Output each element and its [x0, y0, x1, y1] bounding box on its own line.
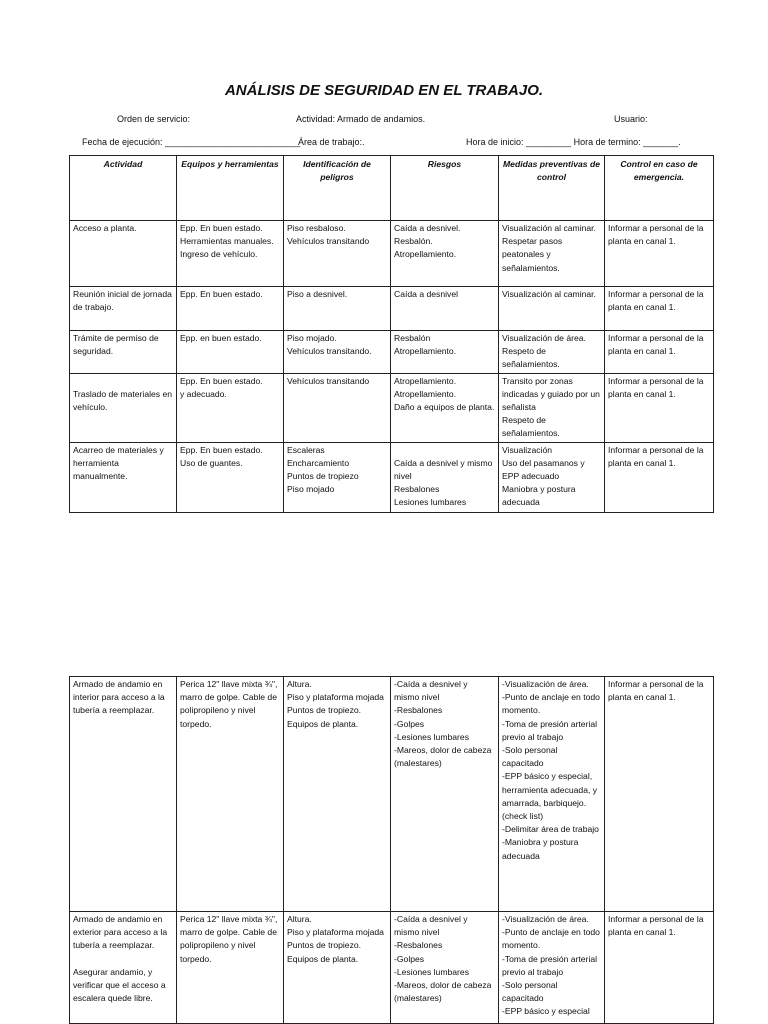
column-header: Equipos y herramientas [177, 156, 284, 221]
table-cell: Visualización al caminar. Respetar pasos peatonales y señalamientos. [499, 221, 605, 287]
table-cell: Informar a personal de la planta en canal 1. [605, 912, 714, 1024]
table-cell: Piso mojado. Vehículos transitando. [284, 331, 391, 374]
ast-table-1 [69, 155, 714, 513]
table-cell: Epp. En buen estado. [177, 287, 284, 331]
ast-table-2 [69, 676, 714, 1024]
table-cell: Altura. Piso y plataforma mojada Puntos de tropiezo. Equipos de planta. [284, 912, 391, 1024]
table-cell: Escaleras Encharcamiento Puntos de tropiezo Piso mojado [284, 442, 391, 512]
table-cell: Atropellamiento. Atropellamiento. Daño a equipos de planta. [391, 373, 499, 442]
table-cell: Informar a personal de la planta en canal 1. [605, 677, 714, 912]
table-cell: Caída a desnivel [391, 287, 499, 331]
table-header-row [70, 156, 714, 221]
table-cell: Vehículos transitando [284, 373, 391, 442]
table-cell: -Caída a desnivel y mismo nivel -Resbalones -Golpes -Lesiones lumbares -Mareos, dolor de cabeza (malestares) [391, 912, 499, 1024]
table-row [70, 221, 714, 287]
table-cell: Informar a personal de la planta en canal 1. [605, 373, 714, 442]
table-cell: Acceso a planta. [70, 221, 177, 287]
page-title: ANÁLISIS DE SEGURIDAD EN EL TRABAJO. [224, 82, 544, 99]
area-trabajo-label: Área de trabajo:. [298, 137, 365, 147]
table-cell: Caída a desnivel. Resbalón. Atropellamiento. [391, 221, 499, 287]
table-cell: Informar a personal de la planta en canal 1. [605, 221, 714, 287]
table-cell: Informar a personal de la planta en canal 1. [605, 442, 714, 512]
table-cell: Transito por zonas indicadas y guiado por un señalista Respeto de señalamientos. [499, 373, 605, 442]
table-cell: Perica 12" llave mixta ¾", marro de golpe. Cable de polipropileno y nivel torpedo. [177, 912, 284, 1024]
table-cell: Perica 12" llave mixta ¾", marro de golpe. Cable de polipropileno y nivel torpedo. [177, 677, 284, 912]
table-row [70, 331, 714, 374]
table-cell: Informar a personal de la planta en canal 1. [605, 331, 714, 374]
table-cell: Piso resbaloso. Vehículos transitando [284, 221, 391, 287]
column-header: Control en caso de emergencia. [605, 156, 714, 221]
table-cell: Acarreo de materiales y herramienta manualmente. [70, 442, 177, 512]
hora-label: Hora de inicio: _________ Hora de termino: _______. [466, 137, 681, 147]
column-header: Riesgos [391, 156, 499, 221]
table-cell: Epp. En buen estado. y adecuado. [177, 373, 284, 442]
table-row [70, 442, 714, 512]
table-cell: Visualización Uso del pasamanos y EPP adecuado Maniobra y postura adecuada [499, 442, 605, 512]
table-cell: -Visualización de área. -Punto de anclaje en todo momento. -Toma de presión arterial previo al trabajo -Solo personal capacitado -EPP básico y especial, herramienta adecuada, y amarrada, barbiquejo. (check list) -Delimitar área de trabajo -Maniobra y postura adecuada [499, 677, 605, 912]
fecha-ejecucion-label: Fecha de ejecución: ___________________________ [82, 137, 301, 147]
table-cell: Epp. en buen estado. [177, 331, 284, 374]
table-row [70, 373, 714, 442]
table-cell: -Caída a desnivel y mismo nivel -Resbalones -Golpes -Lesiones lumbares -Mareos, dolor de cabeza (malestares) [391, 677, 499, 912]
table-row [70, 287, 714, 331]
table-cell: Reunión inicial de jornada de trabajo. [70, 287, 177, 331]
table-row [70, 912, 714, 1024]
table-cell: Caída a desnivel y mismo nivel Resbalones Lesiones lumbares [391, 442, 499, 512]
column-header: Medidas preventivas de control [499, 156, 605, 221]
table-cell: Resbalón Atropellamiento. [391, 331, 499, 374]
orden-servicio-label: Orden de servicio: [117, 114, 191, 124]
table-cell: Armado de andamio en interior para acceso a la tubería a reemplazar. [70, 677, 177, 912]
column-header: Actividad [70, 156, 177, 221]
table-cell: Epp. En buen estado. Uso de guantes. [177, 442, 284, 512]
actividad-label: Actividad: Armado de andamios. [296, 114, 426, 124]
table-cell: Visualización al caminar. [499, 287, 605, 331]
table-cell: -Visualización de área. -Punto de anclaje en todo momento. -Toma de presión arterial previo al trabajo -Solo personal capacitado -EPP básico y especial [499, 912, 605, 1024]
table-cell: Traslado de materiales en vehículo. [70, 373, 177, 442]
table-cell: Piso a desnivel. [284, 287, 391, 331]
column-header: Identificación de peligros [284, 156, 391, 221]
table-cell: Informar a personal de la planta en canal 1. [605, 287, 714, 331]
usuario-label: Usuario: [614, 114, 648, 124]
table-cell: Armado de andamio en exterior para acceso a la tubería a reemplazar. Asegurar andamio, y verificar que el acceso a escalera quede libre. [70, 912, 177, 1024]
table-cell: Altura. Piso y plataforma mojada Puntos de tropiezo. Equipos de planta. [284, 677, 391, 912]
table-row [70, 677, 714, 912]
table-cell: Epp. En buen estado. Herramientas manuales. Ingreso de vehículo. [177, 221, 284, 287]
table-cell: Trámite de permiso de seguridad. [70, 331, 177, 374]
table-cell: Visualización de área. Respeto de señalamientos. [499, 331, 605, 374]
